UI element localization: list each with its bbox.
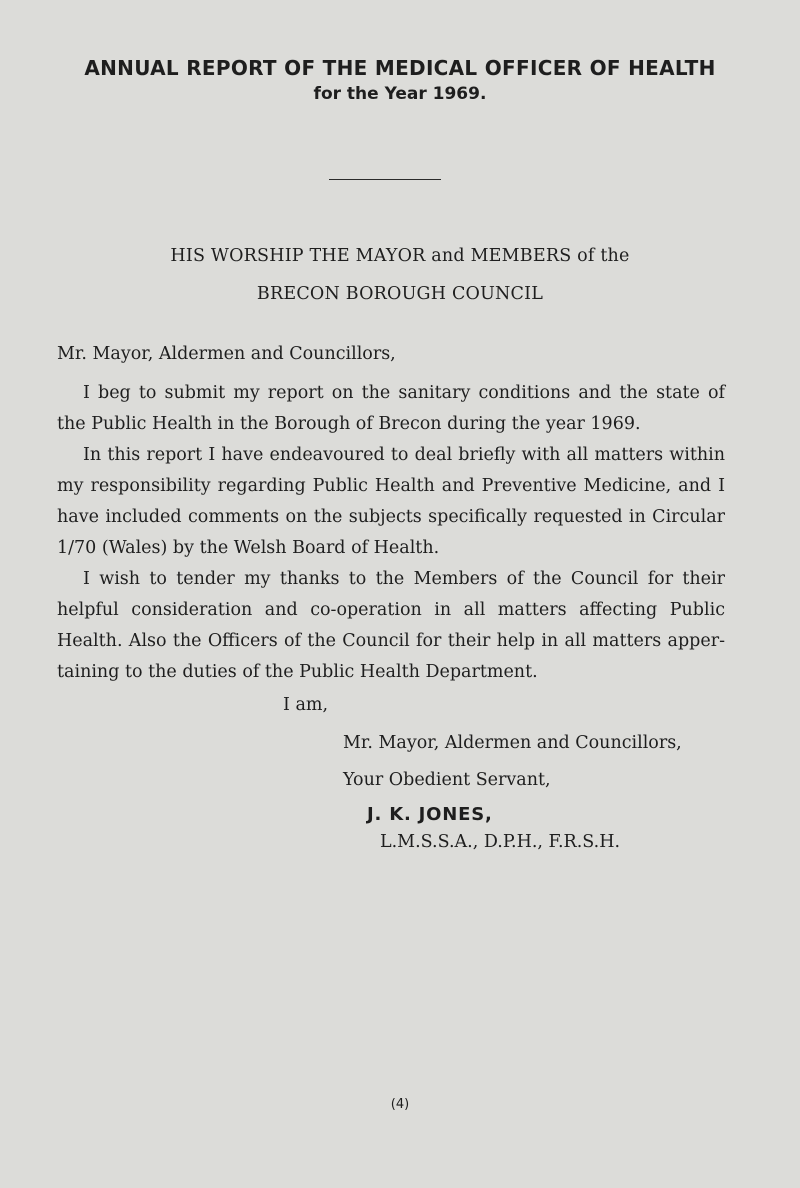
closing-address: Mr. Mayor, Aldermen and Councillors, — [343, 733, 682, 753]
paragraph-scope: In this report I have endeavoured to deal briefly with all matters within my responsibility regarding Public Health and Preventive Medicine, and I have included comments on the subjects specifically requested in Circular 1/70 (Wales) by the Welsh Board of Health. — [57, 445, 725, 558]
paragraph-submission: I beg to submit my report on the sanitary conditions and the state of the Public Health in the Borough of Brecon during the year 1969. — [57, 383, 725, 434]
closing-servant: Your Obedient Servant, — [343, 770, 551, 790]
addressee-line-2: BRECON BOROUGH COUNCIL — [256, 284, 544, 304]
closing-i-am: I am, — [283, 695, 329, 715]
paragraph-thanks: I wish to tender my thanks to the Members of the Council for their helpful consideration and co-operation in all matters affecting Public Health. Also the Officers of the Council for their help in all matters apper- taining to the duties of the Public Health Department. — [57, 569, 725, 682]
report-subtitle: for the Year 1969. — [313, 84, 487, 104]
signatory-qualifications: L.M.S.S.A., D.P.H., F.R.S.H. — [380, 832, 621, 852]
section-divider — [329, 179, 441, 180]
page-number: (4) — [390, 1097, 410, 1112]
salutation: Mr. Mayor, Aldermen and Councillors, — [57, 344, 396, 364]
report-title: ANNUAL REPORT OF THE MEDICAL OFFICER OF HEALTH — [84, 56, 716, 80]
signatory-name: J. K. JONES, — [367, 804, 493, 825]
addressee-line-1: HIS WORSHIP THE MAYOR and MEMBERS of the — [170, 246, 630, 266]
